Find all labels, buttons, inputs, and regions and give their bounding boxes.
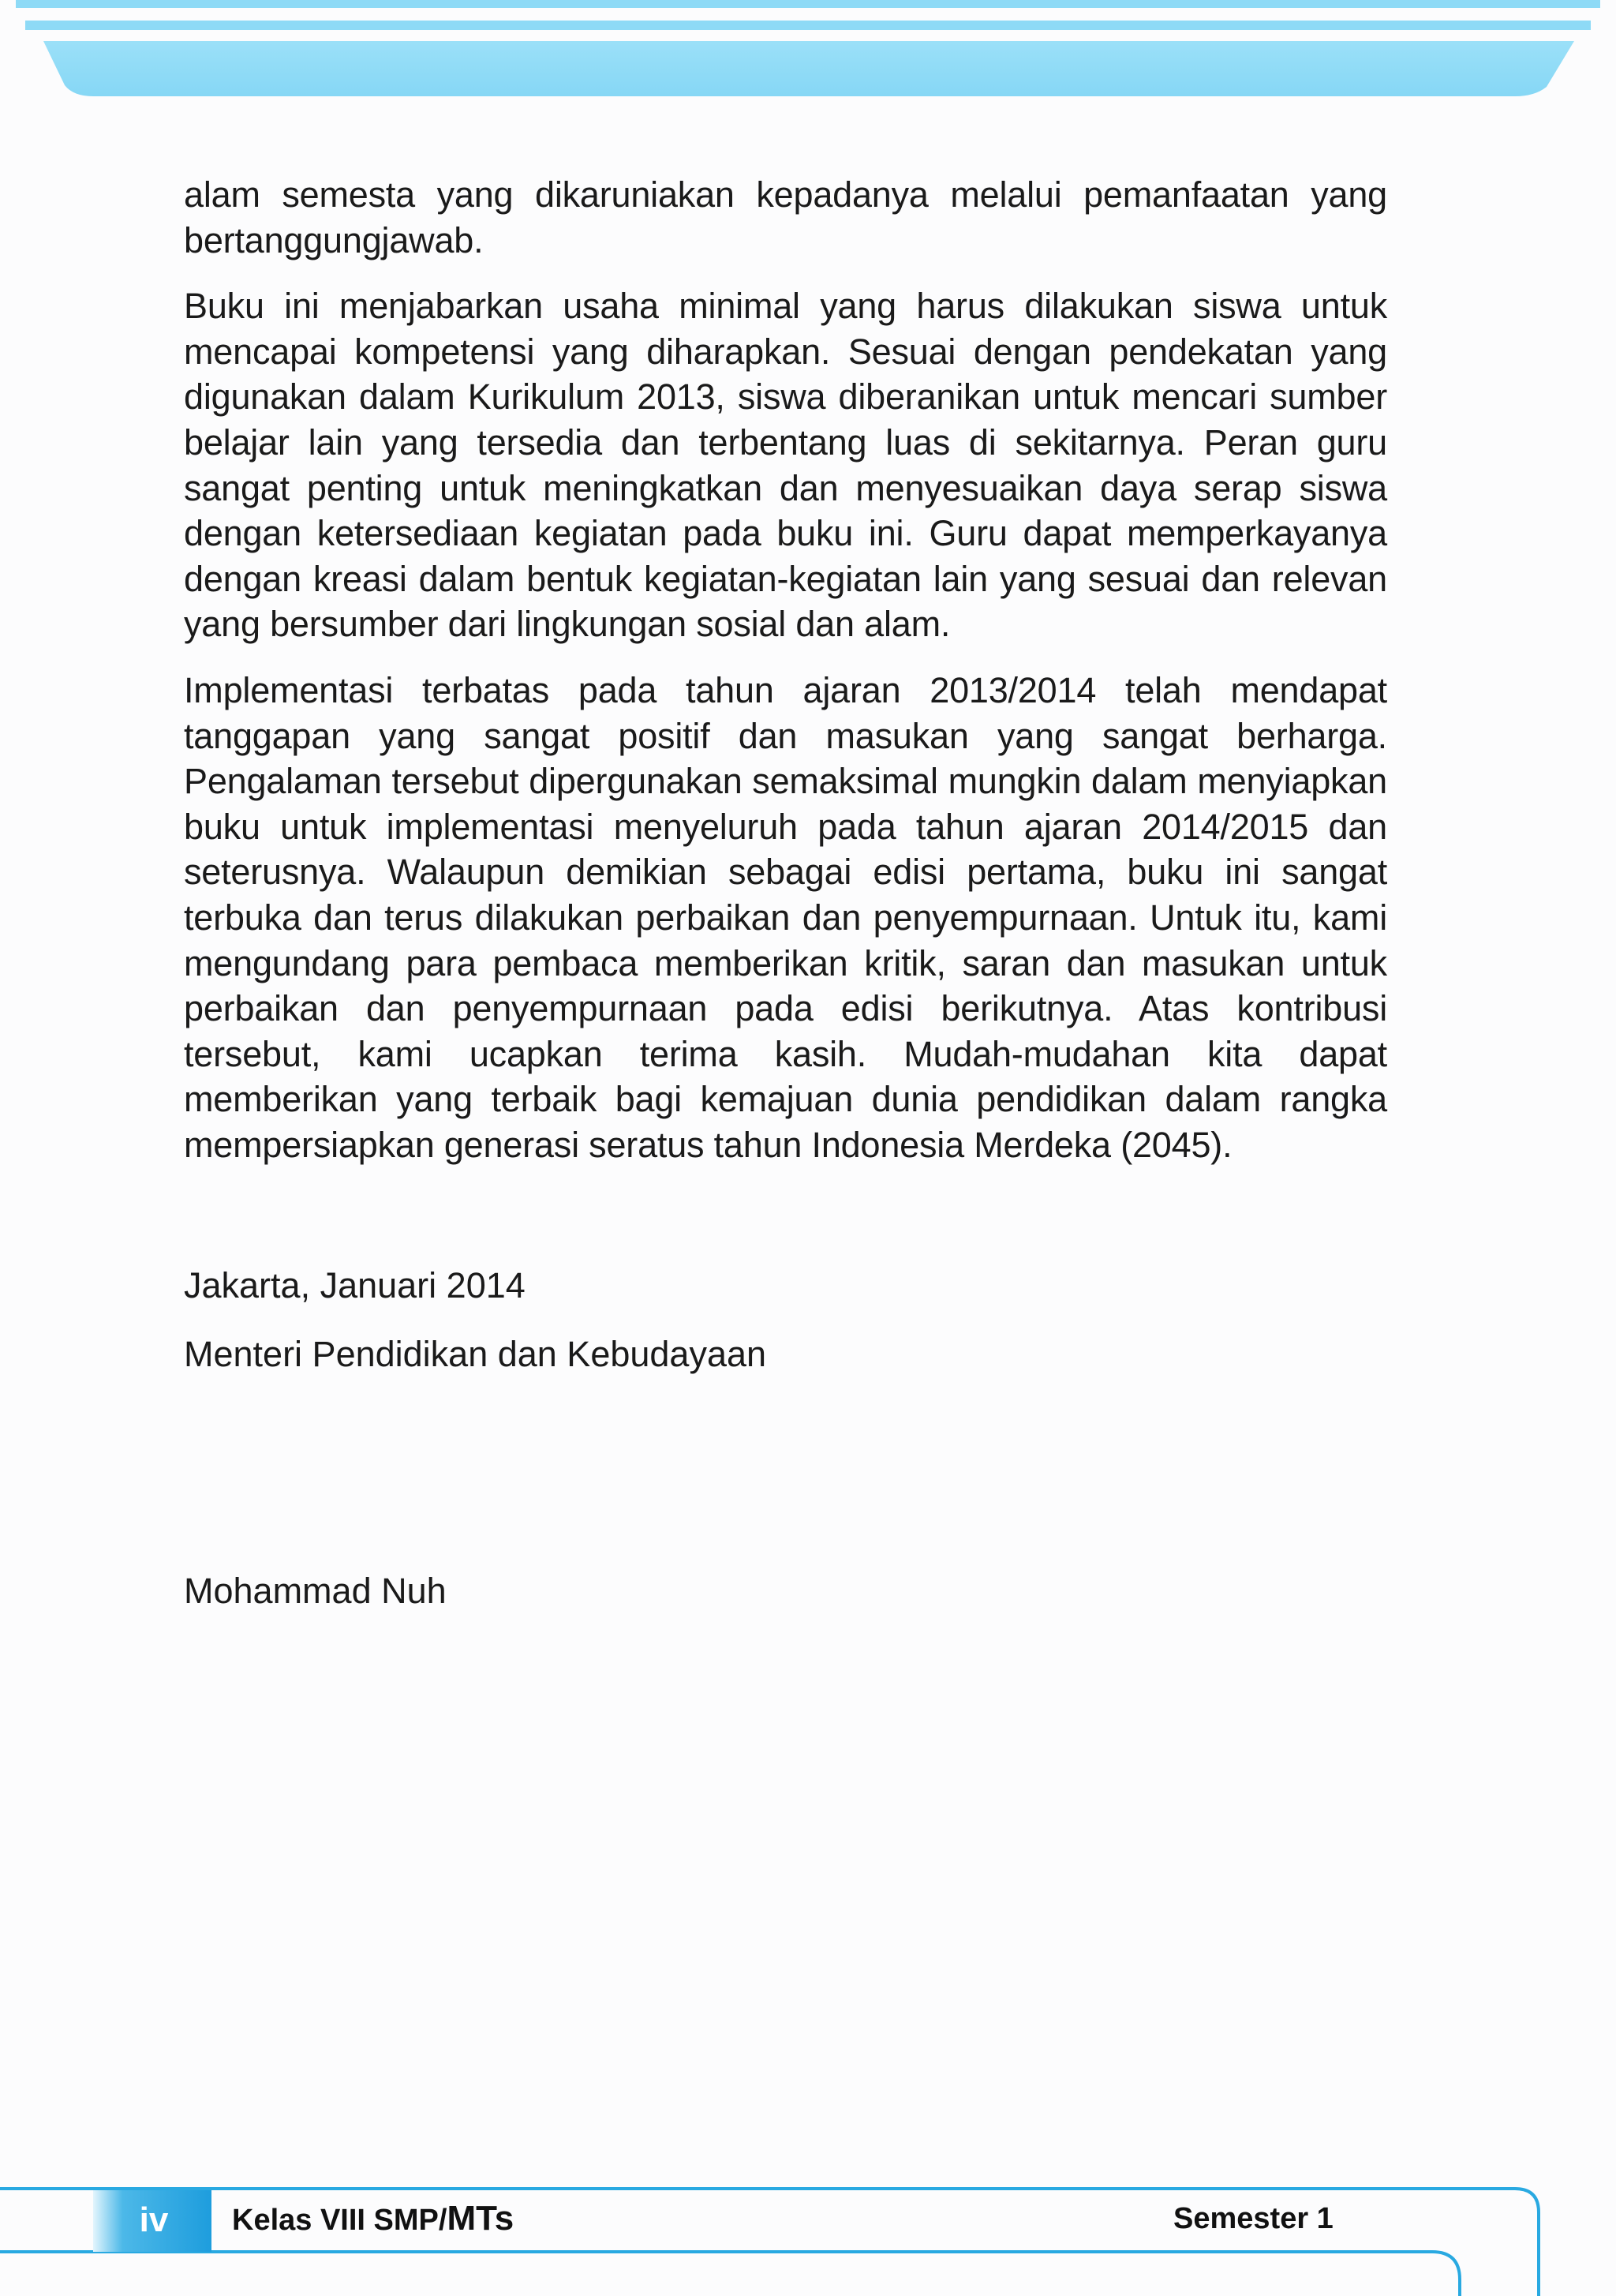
page-number: iv — [139, 2200, 169, 2239]
signatory-name: Mohammad Nuh — [184, 1571, 447, 1611]
paragraph-implementation: Implementasi terbatas pada tahun ajaran 2013/2014 telah mendapat tanggapan yang sangat positif dan masukan yang sangat berharga. Pengalaman tersebut dipergunakan semaksimal mungkin dalam menyiapkan buku untuk implementasi menyeluruh pada tahun ajaran 2014/2015 dan seterusnya. Walaupun demikian sebagai edisi pertama, buku ini sangat terbuka dan terus dilakukan perbaikan dan penyempurnaan. Untuk itu, kami mengundang para pembaca memberikan kritik, saran dan masukan untuk perbaikan dan penyempurnaan pada edisi berikutnya. Atas kontribusi tersebut, kami ucapkan terima kasih. Mudah-mudahan kita dapat memberikan yang terbaik bagi kemajuan dunia pendidikan dalam rangka mempersiapkan generasi seratus tahun Indonesia Merdeka (2045). — [184, 669, 1387, 1165]
footer-inner-line — [0, 2252, 1460, 2296]
paragraph-book-purpose: Buku ini menjabarkan usaha minimal yang harus dilakukan siswa untuk mencapai kompetensi yang diharapkan. Sesuai dengan pendekatan yang digunakan dalam Kurikulum 2013, siswa diberanikan untuk mencari sumber belajar lain yang tersedia dan terbentang luas di sekitarnya. Peran guru sangat penting untuk meningkatkan dan menyesuaikan daya serap siswa dengan ketersediaan kegiatan pada buku ini. Guru dapat memperkayanya dengan kreasi dalam bentuk kegiatan-kegiatan lain yang sesuai dan relevan yang bersumber dari lingkungan sosial dan alam. — [184, 286, 1387, 645]
header-stripe-top — [16, 0, 1600, 8]
book-title — [232, 2199, 514, 2240]
semester-label: Semester 1 — [1173, 2202, 1334, 2235]
paragraph-continuation: alam semesta yang dikaruniakan kepadanya melalui pemanfaatan yang bertanggungjawab. — [184, 174, 1387, 260]
signature-official-title: Menteri Pendidikan dan Kebudayaan — [184, 1334, 767, 1374]
book-title-suffix: MTs — [447, 2199, 514, 2238]
header-band — [43, 41, 1574, 96]
signature-place-date: Jakarta, Januari 2014 — [184, 1265, 526, 1305]
header-decoration — [0, 0, 1616, 103]
book-title-main: Kelas VIII SMP/ — [232, 2204, 447, 2237]
header-stripe-middle — [25, 21, 1591, 30]
foreword-body — [184, 172, 1387, 1188]
